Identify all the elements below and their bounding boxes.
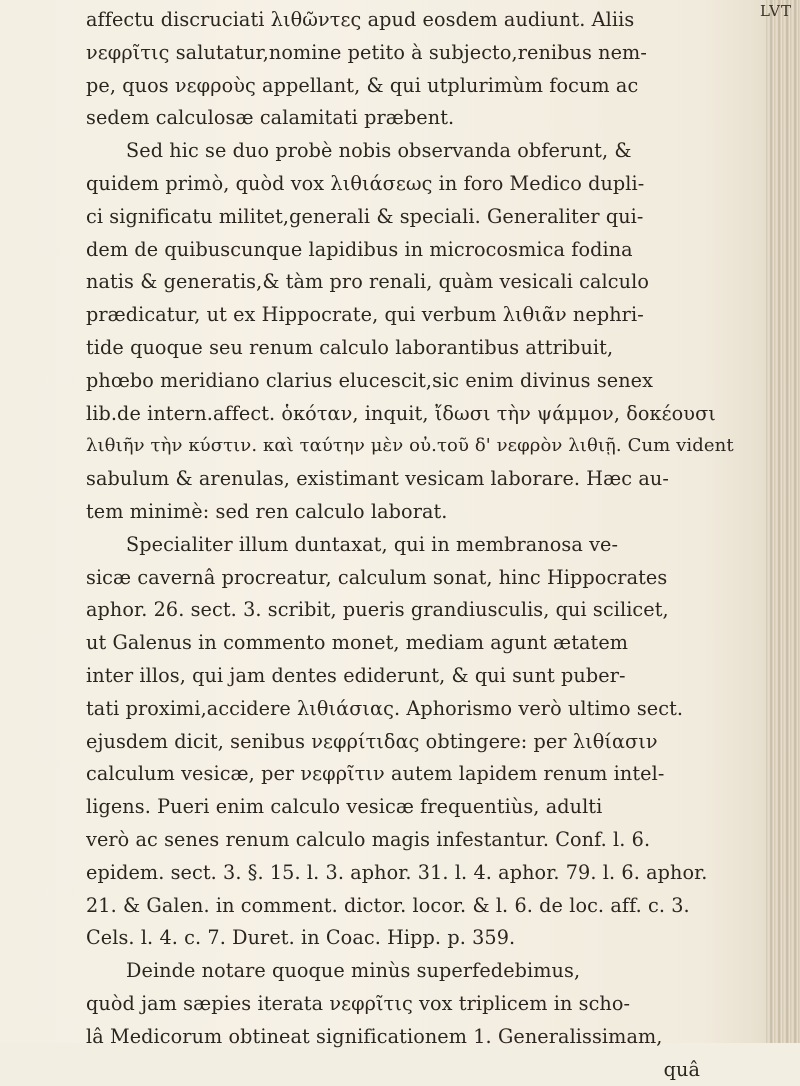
text-line: epidem. sect. 3. §. 15. l. 3. aphor. 31. l. 4. aphor. 79. l. 6. aphor. — [86, 857, 736, 890]
text-line: aphor. 26. sect. 3. scribit, pueris grandiusculis, qui scilicet, — [86, 594, 736, 627]
text-line: phœbo meridiano clarius elucescit,sic enim divinus senex — [86, 365, 736, 398]
text-line: sicæ cavernâ procreatur, calculum sonat, hinc Hippocrates — [86, 562, 736, 595]
text-line: tide quoque seu renum calculo laborantibus attribuit, — [86, 332, 736, 365]
text-line: λιθιῆν τὴν κύστιν. καὶ ταύτην μὲν οὐ.τοῦ δ' νεφρὸν λιθιῇ. Cum vident — [86, 430, 736, 463]
text-line: inter illos, qui jam dentes ediderunt, & qui sunt puber- — [86, 660, 736, 693]
text-line: quòd jam sæpies iterata νεφρῖτις vox triplicem in scho- — [86, 988, 736, 1021]
text-line: natis & generatis,& tàm pro renali, quàm vesicali calculo — [86, 266, 736, 299]
catchword: quâ — [86, 1054, 736, 1086]
text-line: tati proximi,accidere λιθιάσιας. Aphorismo verò ultimo sect. — [86, 693, 736, 726]
text-line: Specialiter illum duntaxat, qui in membranosa ve- — [86, 529, 736, 562]
text-line: Cels. l. 4. c. 7. Duret. in Coac. Hipp. p. 359. — [86, 922, 736, 955]
text-line: sabulum & arenulas, existimant vesicam laborare. Hæc au- — [86, 463, 736, 496]
text-line: ut Galenus in commento monet, mediam agunt ætatem — [86, 627, 736, 660]
text-line: Deinde notare quoque minùs superfedebimus, — [86, 955, 736, 988]
text-line: affectu discruciati λιθῶντες apud eosdem audiunt. Aliis — [86, 4, 736, 37]
text-line: prædicatur, ut ex Hippocrate, qui verbum λιθιᾶν nephri- — [86, 299, 736, 332]
text-line: ligens. Pueri enim calculo vesicæ frequentiùs, adulti — [86, 791, 736, 824]
text-line: 21. & Galen. in comment. dictor. locor. & l. 6. de loc. aff. c. 3. — [86, 890, 736, 923]
book-binding-edge — [766, 0, 800, 1043]
text-line: sedem calculosæ calamitati præbent. — [86, 102, 736, 135]
text-line: Sed hic se duo probè nobis observanda obferunt, & — [86, 135, 736, 168]
text-line: lib.de intern.affect. ὁκόταν, inquit, ἴδωσι τὴν ψάμμον, δοκέουσι — [86, 398, 736, 431]
text-line: quidem primò, quòd vox λιθιάσεως in foro Medico dupli- — [86, 168, 736, 201]
text-line: νεφρῖτις salutatur,nomine petito à subjecto,renibus nem- — [86, 37, 736, 70]
text-line: tem minimè: sed ren calculo laborat. — [86, 496, 736, 529]
text-line: pe, quos νεφροὺς appellant, & qui utplurimùm focum ac — [86, 70, 736, 103]
text-line: ci significatu militet,generali & speciali. Generaliter qui- — [86, 201, 736, 234]
text-line: ejusdem dicit, senibus νεφρίτιδας obtingere: per λιθίασιν — [86, 726, 736, 759]
corner-mark: LVT — [760, 2, 792, 20]
text-line: verò ac senes renum calculo magis infestantur. Conf. l. 6. — [86, 824, 736, 857]
text-line: lâ Medicorum obtineat significationem 1. Generalissimam, — [86, 1021, 736, 1054]
body-text — [86, 4, 736, 1086]
text-line: dem de quibuscunque lapidibus in microcosmica fodina — [86, 234, 736, 267]
text-line: calculum vesicæ, per νεφρῖτιν autem lapidem renum intel- — [86, 758, 736, 791]
